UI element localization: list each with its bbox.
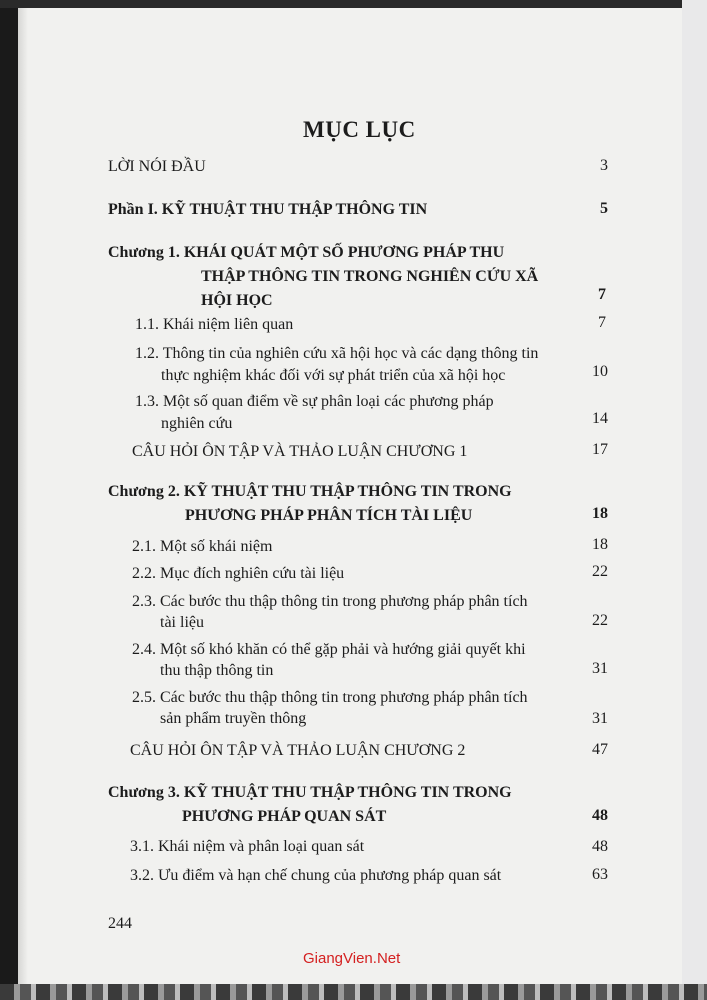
- toc-section-1-3-line1: 1.3. Một số quan điểm về sự phân loại các phương pháp: [135, 393, 494, 410]
- toc-chapter-1-line2: THẬP THÔNG TIN TRONG NGHIÊN CỨU XÃ: [201, 268, 539, 285]
- toc-page-section-2-1: 18: [592, 536, 608, 553]
- toc-section-2-4-line1: 2.4. Một số khó khăn có thể gặp phải và hướng giải quyết khi: [132, 641, 526, 658]
- page-number: 244: [108, 915, 132, 932]
- toc-chapter-1-line3: HỘI HỌC: [201, 292, 273, 309]
- toc-chapter-3-line2: PHƯƠNG PHÁP QUAN SÁT: [182, 808, 387, 825]
- toc-questions-chapter-2: CÂU HỎI ÔN TẬP VÀ THẢO LUẬN CHƯƠNG 2: [130, 742, 466, 759]
- toc-page-section-3-1: 48: [592, 838, 608, 855]
- toc-chapter-1-line1: Chương 1. KHÁI QUÁT MỘT SỐ PHƯƠNG PHÁP THU: [108, 244, 505, 261]
- toc-section-2-3-line2: tài liệu: [160, 614, 204, 631]
- toc-section-2-1: 2.1. Một số khái niệm: [132, 538, 273, 555]
- toc-title: MỤC LỤC: [303, 117, 416, 142]
- toc-section-1-2-line1: 1.2. Thông tin của nghiên cứu xã hội học và các dạng thông tin: [135, 345, 539, 362]
- toc-page-section-1-2: 10: [592, 363, 608, 380]
- toc-section-1-2-line2: thực nghiệm khác đối với sự phát triển của xã hội học: [161, 367, 506, 384]
- toc-questions-chapter-1: CÂU HỎI ÔN TẬP VÀ THẢO LUẬN CHƯƠNG 1: [132, 443, 468, 460]
- toc-part-1: Phần I. KỸ THUẬT THU THẬP THÔNG TIN: [108, 201, 428, 218]
- toc-section-2-3-line1: 2.3. Các bước thu thập thông tin trong phương pháp phân tích: [132, 593, 528, 610]
- scan-bottom-edge: [0, 984, 707, 1000]
- toc-page-section-3-2: 63: [592, 866, 608, 883]
- toc-section-1-3-line2: nghiên cứu: [161, 415, 233, 432]
- toc-page-foreword: 3: [600, 157, 608, 174]
- scan-top-edge: [0, 0, 707, 8]
- toc-page-section-1-1: 7: [598, 314, 606, 331]
- toc-page-part-1: 5: [600, 200, 608, 217]
- toc-section-1-1: 1.1. Khái niệm liên quan: [135, 316, 294, 333]
- toc-section-2-4-line2: thu thập thông tin: [160, 662, 274, 679]
- toc-page-section-2-2: 22: [592, 563, 608, 580]
- watermark: GiangVien.Net: [303, 950, 401, 967]
- toc-page-section-2-3: 22: [592, 612, 608, 629]
- toc-page-questions-chapter-2: 47: [592, 741, 608, 758]
- toc-section-2-5-line1: 2.5. Các bước thu thập thông tin trong phương pháp phân tích: [132, 689, 528, 706]
- toc-chapter-2-line2: PHƯƠNG PHÁP PHÂN TÍCH TÀI LIỆU: [185, 507, 473, 524]
- scan-right-edge: [682, 0, 707, 1000]
- toc-page-section-2-5: 31: [592, 710, 608, 727]
- toc-section-2-2: 2.2. Mục đích nghiên cứu tài liệu: [132, 565, 345, 582]
- toc-page-section-1-3: 14: [592, 410, 608, 427]
- toc-chapter-2-line1: Chương 2. KỸ THUẬT THU THẬP THÔNG TIN TRONG: [108, 483, 512, 500]
- toc-page-questions-chapter-1: 17: [592, 441, 608, 458]
- toc-page-chapter-2: 18: [592, 505, 608, 522]
- toc-section-3-2: 3.2. Ưu điểm và hạn chế chung của phương pháp quan sát: [130, 867, 502, 884]
- page-gutter-shadow: [18, 8, 28, 990]
- toc-page-chapter-1: 7: [598, 286, 606, 303]
- toc-chapter-3-line1: Chương 3. KỸ THUẬT THU THẬP THÔNG TIN TRONG: [108, 784, 512, 801]
- toc-entry-foreword: LỜI NÓI ĐẦU: [108, 158, 206, 175]
- toc-page-section-2-4: 31: [592, 660, 608, 677]
- toc-section-3-1: 3.1. Khái niệm và phân loại quan sát: [130, 838, 365, 855]
- toc-section-2-5-line2: sản phẩm truyền thông: [160, 710, 307, 727]
- toc-page-chapter-3: 48: [592, 807, 608, 824]
